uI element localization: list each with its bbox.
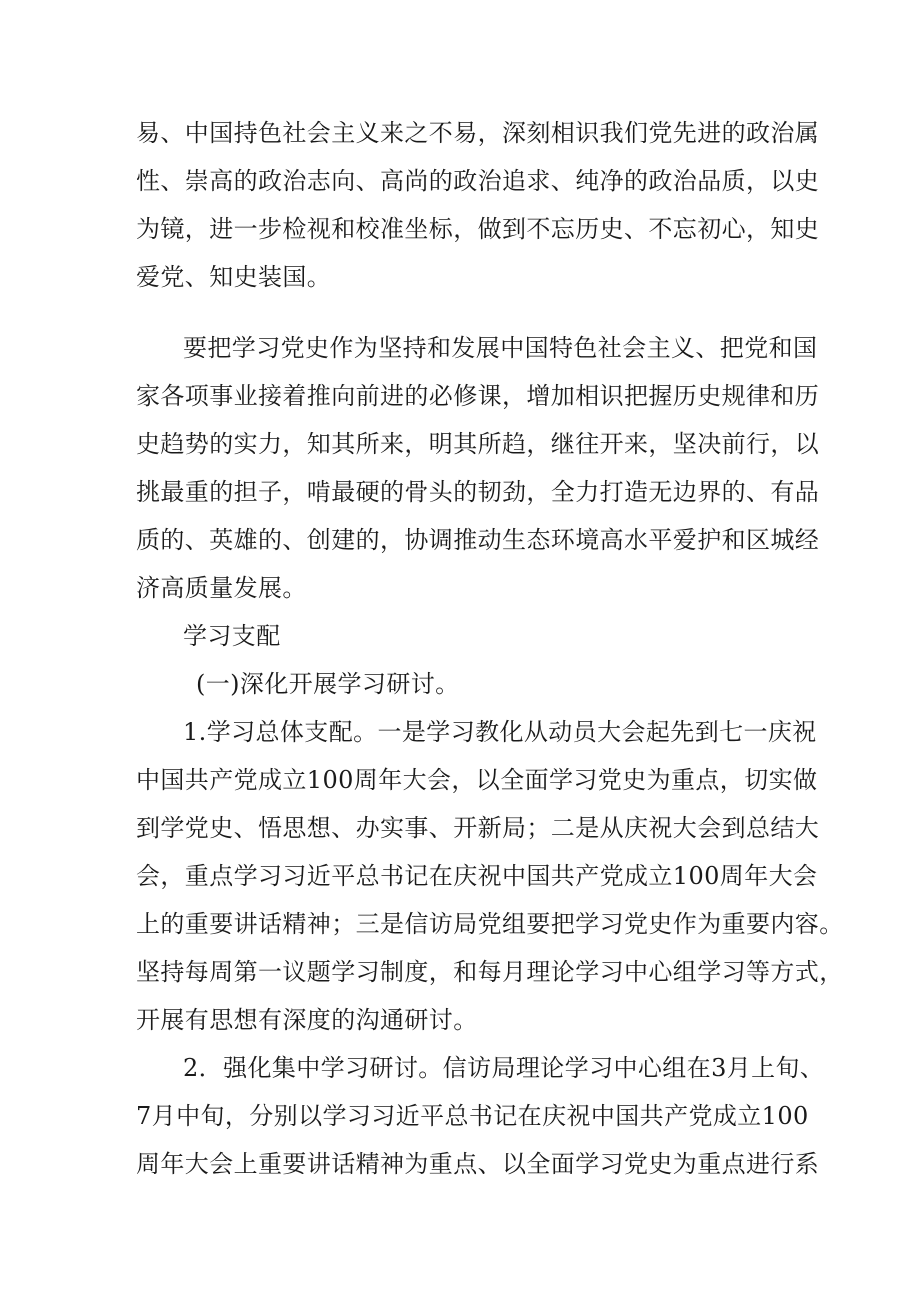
text-line: 2．强化集中学习研讨。信访局理论学习中心组在3月上旬、 [183,1054,825,1082]
text-line: 7月中旬，分别以学习习近平总书记在庆祝中国共产党成立100 [136,1102,809,1130]
text-line: 爱党、知史装国。 [136,263,332,291]
text-line: 坚持每周第一议题学习制度，和每月理论学习中心组学习等方式， [136,958,844,986]
subsection-heading: (一)深化开展学习研讨。 [196,670,460,698]
text-line: 为镜，进一步检视和校准坐标，做到不忘历史、不忘初心，知史 [136,215,820,243]
text-line: 到学党史、悟思想、办实事、开新局；二是从庆祝大会到总结大 [136,814,820,842]
text-line: 史趋势的实力，知其所来，明其所趋，继往开来，坚决前行，以 [136,430,820,458]
text-line: 1.学习总体支配。一是学习教化从动员大会起先到七一庆祝 [183,718,817,746]
text-line: 性、崇高的政治志向、高尚的政治追求、纯净的政治品质，以史 [136,167,820,195]
text-line: 易、中国持色社会主义来之不易，深刻相识我们党先进的政治属 [136,119,820,147]
text-line: 会，重点学习习近平总书记在庆祝中国共产党成立100周年大会 [136,862,818,890]
text-line: 挑最重的担子，啃最硬的骨头的韧劲，全力打造无边界的、有品 [136,478,820,506]
text-line: 质的、英雄的、创建的，协调推动生态环境高水平爱护和区城经 [136,526,820,554]
section-heading: 学习支配 [183,622,281,650]
text-line: 上的重要讲话精神；三是信访局党组要把学习党史作为重要内容。 [136,910,844,938]
text-line: 济高质量发展。 [136,574,307,602]
text-line: 家各项事业接着推向前进的必修课，增加相识把握历史规律和历 [136,382,820,410]
text-line: 周年大会上重要讲话精神为重点、以全面学习党史为重点进行系 [136,1150,820,1178]
text-line: 中国共产党成立100周年大会，以全面学习党史为重点，切实做 [136,766,818,794]
text-line: 开展有思想有深度的沟通研讨。 [136,1006,478,1034]
text-line: 要把学习党史作为坚持和发展中国特色社会主义、把党和国 [183,334,818,362]
